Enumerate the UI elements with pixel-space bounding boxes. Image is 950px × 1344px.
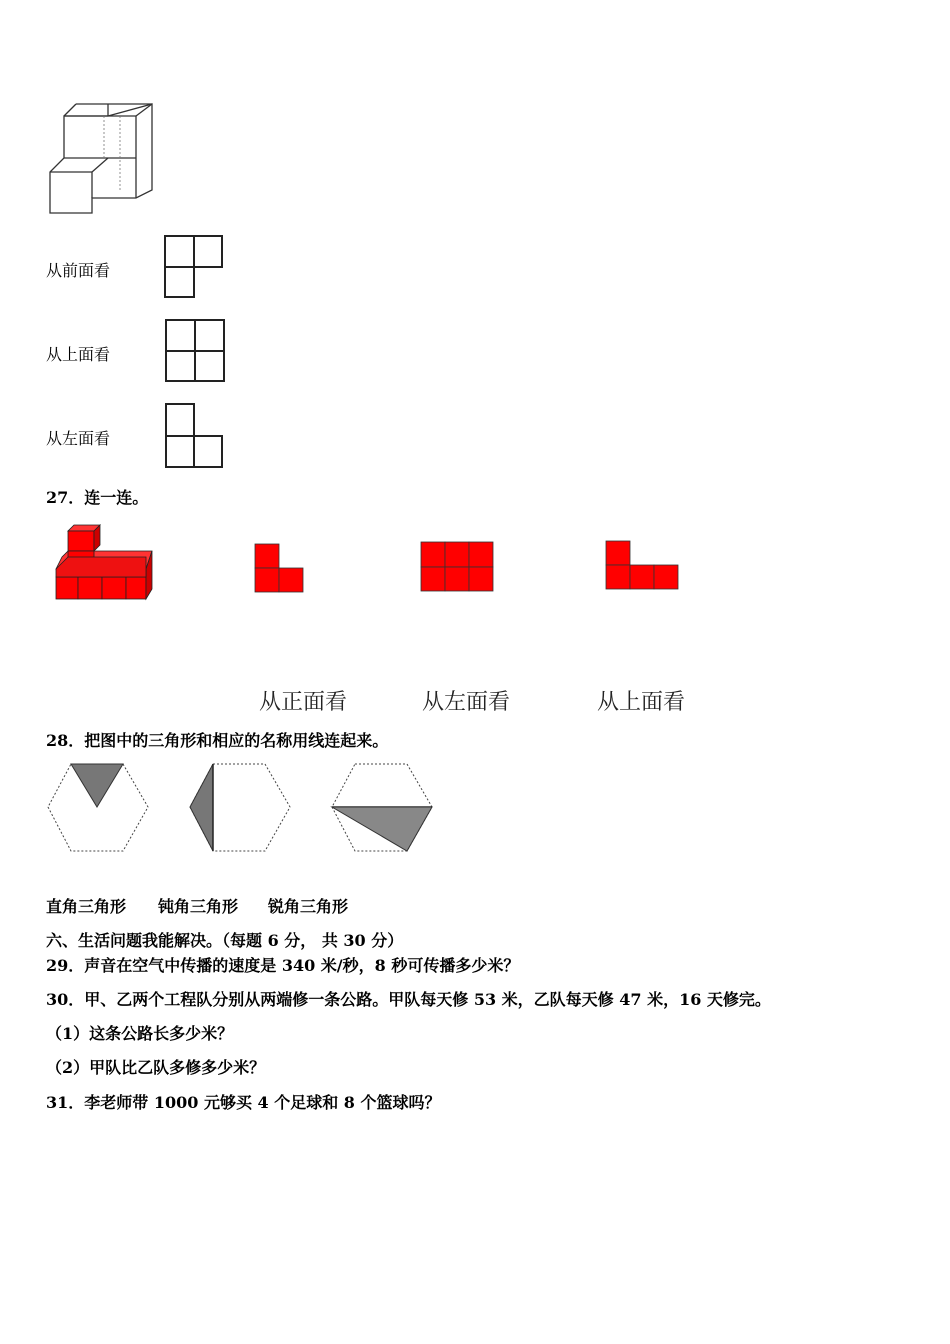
q27-title: 27．连一连。 <box>46 488 149 507</box>
hexagon-obtuse-triangle <box>188 762 292 854</box>
red-view-l-shape <box>254 543 306 595</box>
view-label-left: 从左面看 <box>46 429 111 448</box>
hexagon-right-triangle <box>330 762 434 854</box>
triangle-name-right: 直角三角形 <box>46 897 127 916</box>
triangle-name-acute: 锐角三角形 <box>268 897 349 916</box>
question-30-part-1: （1）这条公路长多少米？ <box>46 1024 234 1043</box>
question-31: 31．李老师带 1000 元够买 4 个足球和 8 个篮球吗？ <box>46 1093 441 1112</box>
triangle-name-obtuse: 钝角三角形 <box>158 897 239 916</box>
question-29: 29．声音在空气中传播的速度是 340 米/秒，8 秒可传播多少米？ <box>46 956 520 975</box>
hexagon-acute-triangle <box>46 762 150 854</box>
question-30-part-2: （2）甲队比乙队多修多少米？ <box>46 1058 266 1077</box>
cube-stack-figure <box>46 102 156 217</box>
q27-label-front: 从正面看 <box>259 690 348 715</box>
top-view-grid <box>165 319 227 383</box>
question-30: 30．甲、乙两个工程队分别从两端修一条公路。甲队每天修 53 米，乙队每天修 47 米，16 天修完。 <box>46 990 771 1009</box>
left-view-grid <box>165 403 225 469</box>
front-view-grid <box>164 235 224 299</box>
view-label-front: 从前面看 <box>46 261 111 280</box>
view-label-top: 从上面看 <box>46 345 111 364</box>
red-3d-blocks <box>54 529 150 601</box>
red-view-rectangle <box>420 541 496 593</box>
red-view-long-l <box>605 540 681 592</box>
section6-heading: 六、生活问题我能解决。（每题 6 分， 共 30 分） <box>46 931 404 950</box>
q27-label-left: 从左面看 <box>422 690 511 715</box>
q27-label-top: 从上面看 <box>597 690 686 715</box>
q28-title: 28．把图中的三角形和相应的名称用线连起来。 <box>46 731 389 750</box>
